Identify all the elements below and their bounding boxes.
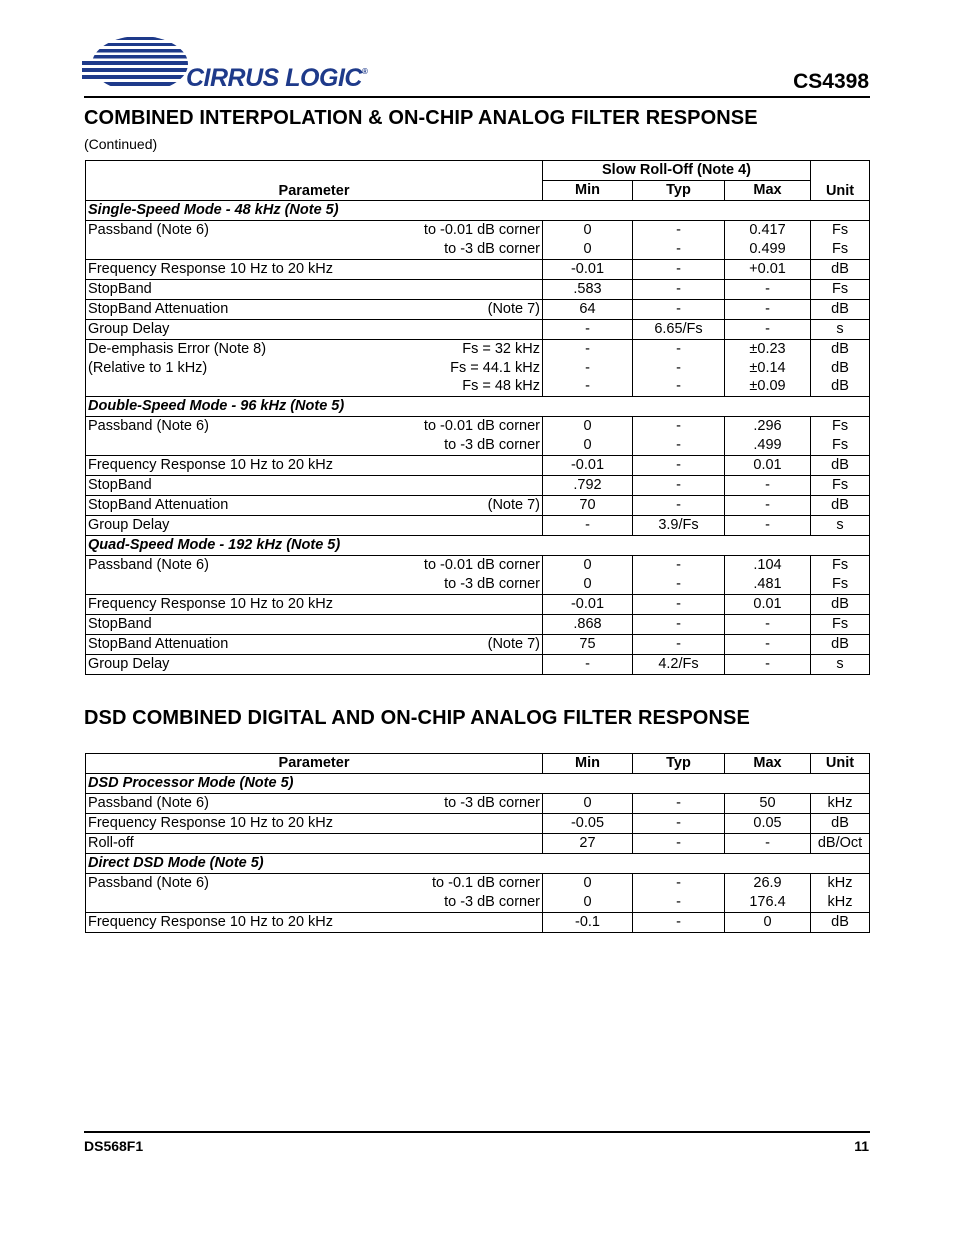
section1-subtitle: (Continued) — [84, 136, 158, 152]
table-row — [86, 556, 870, 595]
value-max: 0.05 — [725, 814, 811, 834]
value-min: - — [543, 320, 633, 340]
table-row — [86, 516, 870, 536]
value-typ: - — [633, 794, 725, 814]
value-typ: - — [633, 476, 725, 496]
param-condition: to -0.1 dB corner to -3 dB corner — [392, 874, 543, 913]
part-number: CS4398 — [793, 70, 869, 93]
value-typ: - — [633, 456, 725, 476]
value-typ: - — [633, 260, 725, 280]
value-min: -0.01 — [543, 456, 633, 476]
value-typ: - - — [633, 417, 725, 456]
table-row — [86, 300, 870, 320]
value-typ: - — [633, 635, 725, 655]
param-label: Group Delay — [86, 655, 543, 675]
value-max: - — [725, 280, 811, 300]
quad-speed-title: Quad-Speed Mode - 192 kHz (Note 5) — [86, 536, 870, 556]
value-unit: Fs — [811, 615, 870, 635]
table-row — [86, 874, 870, 913]
header-unit: Unit — [811, 754, 870, 774]
value-typ: - - — [633, 874, 725, 913]
param-label: Frequency Response 10 Hz to 20 kHz — [86, 913, 543, 933]
value-min: -0.01 — [543, 260, 633, 280]
value-unit: s — [811, 655, 870, 675]
table-row — [86, 280, 870, 300]
param-label: StopBand Attenuation — [86, 496, 392, 516]
value-min: 0 0 — [543, 874, 633, 913]
value-min: - — [543, 516, 633, 536]
value-min: .868 — [543, 615, 633, 635]
table-row — [86, 913, 870, 933]
table-row — [86, 476, 870, 496]
dsd-filter-table — [85, 753, 870, 933]
value-unit: dB dB dB — [811, 340, 870, 397]
value-unit: s — [811, 516, 870, 536]
value-min: 0 0 — [543, 221, 633, 260]
value-typ: - — [633, 814, 725, 834]
value-typ: - — [633, 615, 725, 635]
param-label: Frequency Response 10 Hz to 20 kHz — [86, 814, 543, 834]
header-rule — [84, 96, 870, 98]
param-label: Frequency Response 10 Hz to 20 kHz — [86, 456, 543, 476]
header-parameter: Parameter — [86, 161, 543, 201]
param-label: Passband (Note 6) — [86, 556, 392, 595]
value-unit: dB — [811, 913, 870, 933]
param-condition: to -3 dB corner — [392, 794, 543, 814]
table-row — [86, 814, 870, 834]
param-label: StopBand — [86, 615, 543, 635]
param-label: Roll-off — [86, 834, 543, 854]
table-row — [86, 794, 870, 814]
value-min: 0 0 — [543, 556, 633, 595]
value-min: 75 — [543, 635, 633, 655]
value-min: 0 — [543, 794, 633, 814]
param-label: Group Delay — [86, 320, 543, 340]
dsd-processor-title: DSD Processor Mode (Note 5) — [86, 774, 870, 794]
header-min: Min — [543, 181, 633, 201]
double-speed-title: Double-Speed Mode - 96 kHz (Note 5) — [86, 397, 870, 417]
value-unit: Fs — [811, 476, 870, 496]
value-unit: dB — [811, 456, 870, 476]
value-max: +0.01 — [725, 260, 811, 280]
param-condition: (Note 7) — [392, 300, 543, 320]
table-row — [86, 340, 870, 397]
value-typ: 4.2/Fs — [633, 655, 725, 675]
param-label: De-emphasis Error (Note 8) (Relative to 1 kHz) — [86, 340, 392, 397]
value-unit: dB — [811, 260, 870, 280]
param-label: Passband (Note 6) — [86, 874, 392, 913]
value-unit: Fs Fs — [811, 417, 870, 456]
param-label: Passband (Note 6) — [86, 794, 392, 814]
value-unit: kHz kHz — [811, 874, 870, 913]
param-label: StopBand Attenuation — [86, 300, 392, 320]
value-unit: dB — [811, 496, 870, 516]
doc-id: DS568F1 — [84, 1138, 144, 1154]
param-condition: to -0.01 dB corner to -3 dB corner — [392, 556, 543, 595]
header-typ: Typ — [633, 181, 725, 201]
param-label: StopBand — [86, 476, 543, 496]
value-typ: - - - — [633, 340, 725, 397]
param-label: Frequency Response 10 Hz to 20 kHz — [86, 595, 543, 615]
section1-title: COMBINED INTERPOLATION & ON-CHIP ANALOG FILTER RESPONSE — [84, 107, 758, 129]
table-row — [86, 221, 870, 260]
param-condition: (Note 7) — [392, 496, 543, 516]
value-unit: Fs — [811, 280, 870, 300]
value-max: - — [725, 655, 811, 675]
direct-dsd-title: Direct DSD Mode (Note 5) — [86, 854, 870, 874]
value-max: 0.417 0.499 — [725, 221, 811, 260]
param-label: Passband (Note 6) — [86, 221, 392, 260]
header-parameter: Parameter — [86, 754, 543, 774]
param-label: Passband (Note 6) — [86, 417, 392, 456]
param-condition: (Note 7) — [392, 635, 543, 655]
param-condition: Fs = 32 kHz Fs = 44.1 kHz Fs = 48 kHz — [392, 340, 543, 397]
filter-response-table — [85, 160, 870, 675]
table-row — [86, 615, 870, 635]
value-max: - — [725, 834, 811, 854]
param-label: StopBand Attenuation — [86, 635, 392, 655]
header-max: Max — [725, 181, 811, 201]
value-max: - — [725, 320, 811, 340]
value-typ: 3.9/Fs — [633, 516, 725, 536]
value-typ: 6.65/Fs — [633, 320, 725, 340]
value-max: - — [725, 615, 811, 635]
header-unit: Unit — [811, 161, 870, 201]
value-typ: - — [633, 496, 725, 516]
value-max: ±0.23 ±0.14 ±0.09 — [725, 340, 811, 397]
value-min: 70 — [543, 496, 633, 516]
value-max: - — [725, 496, 811, 516]
value-max: - — [725, 300, 811, 320]
table-row — [86, 655, 870, 675]
table-row — [86, 595, 870, 615]
table-row — [86, 260, 870, 280]
value-max: 0 — [725, 913, 811, 933]
value-unit: kHz — [811, 794, 870, 814]
header-slow-rolloff: Slow Roll-Off (Note 4) — [543, 161, 811, 181]
value-unit: Fs Fs — [811, 556, 870, 595]
value-min: - - - — [543, 340, 633, 397]
page-number: 11 — [854, 1138, 869, 1154]
value-typ: - — [633, 595, 725, 615]
value-typ: - - — [633, 221, 725, 260]
value-min: .583 — [543, 280, 633, 300]
value-max: .296 .499 — [725, 417, 811, 456]
param-condition: to -0.01 dB corner to -3 dB corner — [392, 417, 543, 456]
table-row — [86, 417, 870, 456]
param-label: Frequency Response 10 Hz to 20 kHz — [86, 260, 543, 280]
value-max: .104 .481 — [725, 556, 811, 595]
value-min: -0.01 — [543, 595, 633, 615]
value-min: -0.05 — [543, 814, 633, 834]
header-min: Min — [543, 754, 633, 774]
footer-rule — [84, 1131, 870, 1133]
value-min: -0.1 — [543, 913, 633, 933]
param-label: StopBand — [86, 280, 543, 300]
value-unit: dB — [811, 814, 870, 834]
value-max: 26.9 176.4 — [725, 874, 811, 913]
value-typ: - - — [633, 556, 725, 595]
section2-title: DSD COMBINED DIGITAL AND ON-CHIP ANALOG FILTER RESPONSE — [84, 707, 750, 729]
value-min: 0 0 — [543, 417, 633, 456]
table-row — [86, 456, 870, 476]
param-condition: to -0.01 dB corner to -3 dB corner — [392, 221, 543, 260]
header-typ: Typ — [633, 754, 725, 774]
value-unit: s — [811, 320, 870, 340]
value-typ: - — [633, 913, 725, 933]
value-min: 27 — [543, 834, 633, 854]
value-max: - — [725, 516, 811, 536]
value-unit: dB — [811, 635, 870, 655]
value-typ: - — [633, 280, 725, 300]
value-max: 50 — [725, 794, 811, 814]
table-row — [86, 320, 870, 340]
value-max: 0.01 — [725, 456, 811, 476]
value-max: - — [725, 635, 811, 655]
table-row — [86, 635, 870, 655]
value-unit: dB — [811, 595, 870, 615]
param-label: Group Delay — [86, 516, 543, 536]
value-unit: dB — [811, 300, 870, 320]
single-speed-title: Single-Speed Mode - 48 kHz (Note 5) — [86, 201, 870, 221]
value-min: - — [543, 655, 633, 675]
value-min: 64 — [543, 300, 633, 320]
value-typ: - — [633, 834, 725, 854]
value-unit: dB/Oct — [811, 834, 870, 854]
value-min: .792 — [543, 476, 633, 496]
value-max: - — [725, 476, 811, 496]
value-unit: Fs Fs — [811, 221, 870, 260]
table-row — [86, 496, 870, 516]
value-typ: - — [633, 300, 725, 320]
header-max: Max — [725, 754, 811, 774]
table-row — [86, 834, 870, 854]
brand-name: CIRRUS LOGIC® — [186, 64, 368, 92]
value-max: 0.01 — [725, 595, 811, 615]
